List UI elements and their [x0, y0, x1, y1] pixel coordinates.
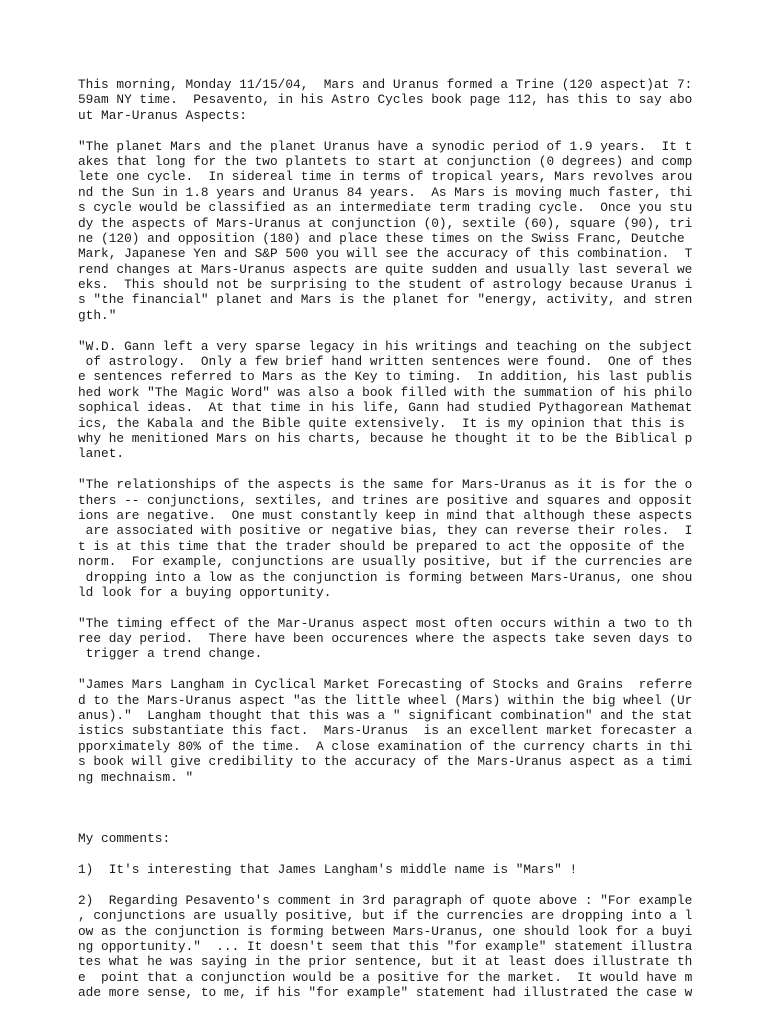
- text-line: eks. This should not be surprising to the student of astrology because Uranus i: [78, 277, 693, 293]
- text-line: This morning, Monday 11/15/04, Mars and Uranus formed a Trine (120 aspect)at 7:: [78, 77, 693, 92]
- quote-paragraph-relationships: [78, 477, 698, 600]
- text-line: ade more sense, to me, if his "for example" statement had illustrated the case w: [78, 985, 693, 1001]
- text-line: ions are negative. One must constantly keep in mind that although these aspects: [78, 507, 693, 523]
- text-line: ow as the conjunction is forming between Mars-Uranus, one should look for a buyi: [78, 923, 693, 939]
- text-line: are associated with positive or negative bias, they can reverse their roles. I: [78, 523, 693, 539]
- text-line: rend changes at Mars-Uranus aspects are quite sudden and usually last several we: [78, 261, 693, 277]
- intro-paragraph: [78, 77, 698, 123]
- text-line: trigger a trend change.: [78, 646, 263, 662]
- text-line: 2) Regarding Pesavento's comment in 3rd paragraph of quote above : "For example: [78, 892, 693, 908]
- section-spacer: [78, 800, 698, 831]
- text-line: pporximately 80% of the time. A close examination of the currency charts in thi: [78, 738, 693, 754]
- comments-heading: [78, 831, 698, 846]
- text-line: anus)." Langham thought that this was a " significant combination" and the stat: [78, 708, 693, 724]
- comments-heading-text: My comments:: [78, 831, 171, 847]
- text-line: "W.D. Gann left a very sparse legacy in his writings and teaching on the subject: [78, 338, 693, 354]
- quote-paragraph-langham: [78, 677, 698, 785]
- text-line: 1) It's interesting that James Langham's middle name is "Mars" !: [78, 861, 578, 877]
- text-line: hed work "The Magic Word" was also a book filled with the summation of his philo: [78, 384, 693, 400]
- text-line: gth.": [78, 307, 117, 323]
- text-line: ree day period. There have been occurences where the aspects take seven days to: [78, 631, 693, 647]
- quote-paragraph-timing: [78, 616, 698, 662]
- text-line: nd the Sun in 1.8 years and Uranus 84 years. As Mars is moving much faster, thi: [78, 184, 693, 200]
- text-line: s "the financial" planet and Mars is the planet for "energy, activity, and stren: [78, 292, 693, 308]
- text-line: sophical ideas. At that time in his life, Gann had studied Pythagorean Mathemat: [78, 400, 693, 416]
- text-line: t is at this time that the trader should be prepared to act the opposite of the: [78, 538, 685, 554]
- text-line: 59am NY time. Pesavento, in his Astro Cycles book page 112, has this to say abo: [78, 92, 693, 108]
- comment-item-2: [78, 893, 698, 1001]
- text-line: ld look for a buying opportunity.: [78, 584, 332, 600]
- text-line: "The timing effect of the Mar-Uranus aspect most often occurs within a two to th: [78, 615, 693, 631]
- text-line: dropping into a low as the conjunction is forming between Mars-Uranus, one shou: [78, 569, 693, 585]
- text-line: d to the Mars-Uranus aspect "as the little wheel (Mars) within the big wheel (Ur: [78, 692, 693, 708]
- text-line: "James Mars Langham in Cyclical Market Forecasting of Stocks and Grains referre: [78, 677, 693, 693]
- quote-paragraph-gann: [78, 339, 698, 462]
- text-line: ne (120) and opposition (180) and place these times on the Swiss Franc, Deutche: [78, 230, 685, 246]
- text-line: e point that a conjunction would be a positive for the market. It would have m: [78, 969, 693, 985]
- text-line: akes that long for the two plantets to start at conjunction (0 degrees) and comp: [78, 153, 693, 169]
- text-line: tes what he was saying in the prior sentence, but it at least does illustrate th: [78, 954, 693, 970]
- quote-paragraph-synodic-period: [78, 139, 698, 324]
- text-line: e sentences referred to Mars as the Key to timing. In addition, his last publis: [78, 369, 693, 385]
- text-line: "The relationships of the aspects is the same for Mars-Uranus as it is for the o: [78, 477, 693, 493]
- text-line: Mark, Japanese Yen and S&P 500 you will see the accuracy of this combination. T: [78, 246, 693, 262]
- text-line: ng mechnaism. ": [78, 769, 194, 785]
- comment-item-1: [78, 862, 698, 877]
- text-line: , conjunctions are usually positive, but if the currencies are dropping into a l: [78, 908, 693, 924]
- text-line: why he menitioned Mars on his charts, because he thought it to be the Biblical p: [78, 430, 693, 446]
- text-line: of astrology. Only a few brief hand written sentences were found. One of thes: [78, 354, 693, 370]
- document-page: [78, 77, 698, 1016]
- text-line: ics, the Kabala and the Bible quite extensively. It is my opinion that this is: [78, 415, 685, 431]
- text-line: ng opportunity." ... It doesn't seem that this "for example" statement illustra: [78, 938, 693, 954]
- text-line: "The planet Mars and the planet Uranus have a synodic period of 1.9 years. It t: [78, 138, 693, 154]
- text-line: norm. For example, conjunctions are usually positive, but if the currencies are: [78, 554, 693, 570]
- text-line: s book will give credibility to the accuracy of the Mars-Uranus aspect as a timi: [78, 754, 693, 770]
- text-line: lete one cycle. In sidereal time in terms of tropical years, Mars revolves arou: [78, 169, 693, 185]
- text-line: lanet.: [78, 446, 125, 462]
- text-line: dy the aspects of Mars-Uranus at conjunction (0), sextile (60), square (90), tri: [78, 215, 693, 231]
- text-line: s cycle would be classified as an intermediate term trading cycle. Once you stu: [78, 200, 693, 216]
- text-line: thers -- conjunctions, sextiles, and trines are positive and squares and opposit: [78, 492, 693, 508]
- text-line: istics substantiate this fact. Mars-Uranus is an excellent market forecaster a: [78, 723, 693, 739]
- text-line: ut Mar-Uranus Aspects:: [78, 107, 247, 123]
